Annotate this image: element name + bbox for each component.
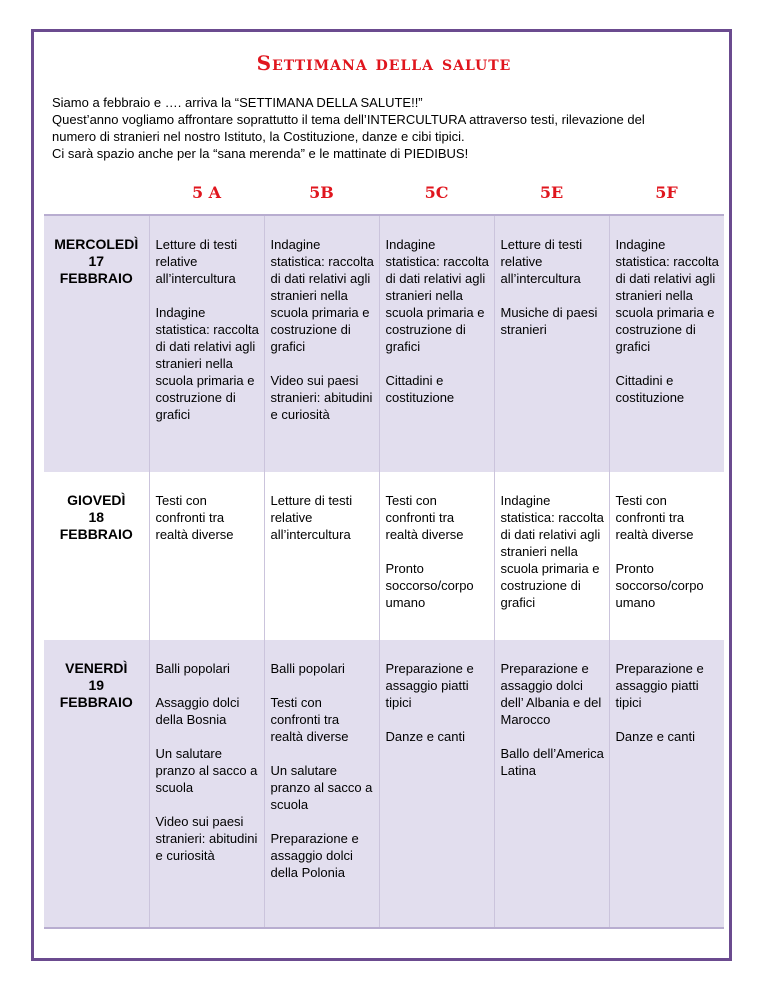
intro-line: numero di stranieri nel nostro Istituto, la Costituzione, danze e cibi tipici. bbox=[52, 129, 465, 144]
column-header: 5C bbox=[379, 170, 494, 215]
activity-cell bbox=[149, 640, 264, 928]
day-row bbox=[44, 215, 724, 472]
activity-cell bbox=[379, 472, 494, 640]
activity-item: Preparazione e assaggio dolci della Polonia bbox=[270, 831, 359, 880]
column-header: 5B bbox=[264, 170, 379, 215]
activity-cell bbox=[379, 640, 494, 928]
activity-cell bbox=[494, 215, 609, 472]
activity-cell bbox=[149, 472, 264, 640]
corner-cell bbox=[44, 170, 149, 215]
activity-item: Cittadini e costituzione bbox=[385, 373, 455, 405]
activity-item: Video sui paesi stranieri: abitudini e curiosità bbox=[155, 814, 258, 863]
column-header: 5F bbox=[609, 170, 724, 215]
activity-item: Video sui paesi stranieri: abitudini e curiosità bbox=[270, 373, 373, 422]
day-row bbox=[44, 472, 724, 640]
activity-item: Cittadini e costituzione bbox=[615, 373, 685, 405]
day-label-line: MERCOLEDÌ bbox=[54, 236, 139, 252]
intro-line: Ci sarà spazio anche per la “sana merenda” e le mattinate di PIEDIBUS! bbox=[52, 146, 469, 161]
activity-item: Un salutare pranzo al sacco a scuola bbox=[155, 746, 258, 795]
day-label-line: GIOVEDÌ bbox=[67, 492, 126, 508]
day-label-line: 18 bbox=[88, 509, 105, 525]
page-title: Settimana della salute bbox=[256, 51, 512, 75]
activity-item: Pronto soccorso/corpo umano bbox=[385, 561, 474, 610]
activity-cell bbox=[264, 472, 379, 640]
header-row bbox=[44, 170, 724, 215]
day-label-line: 19 bbox=[88, 677, 105, 693]
activity-item: Musiche di paesi stranieri bbox=[500, 305, 598, 337]
activity-item: Indagine statistica: raccolta di dati relativi agli stranieri nella scuola primaria e costruzione di grafici bbox=[385, 237, 489, 354]
day-row bbox=[44, 640, 724, 928]
intro-line: Quest’anno vogliamo affrontare soprattutto il tema dell’INTERCULTURA attraverso testi, rilevazione del bbox=[52, 112, 645, 127]
activity-cell bbox=[149, 215, 264, 472]
activity-cell bbox=[609, 640, 724, 928]
activity-item: Letture di testi relative all’intercultura bbox=[155, 237, 238, 286]
activity-cell bbox=[609, 472, 724, 640]
day-label-line: FEBBRAIO bbox=[59, 270, 133, 286]
day-label bbox=[44, 472, 149, 640]
intro-text bbox=[52, 94, 722, 162]
activity-item: Letture di testi relative all’intercultura bbox=[270, 493, 353, 542]
activity-item: Indagine statistica: raccolta di dati relativi agli stranieri nella scuola primaria e costruzione di grafici bbox=[500, 493, 604, 610]
activity-item: Indagine statistica: raccolta di dati relativi agli stranieri nella scuola primaria e costruzione di grafici bbox=[270, 237, 374, 354]
schedule-table bbox=[44, 170, 724, 929]
activity-cell bbox=[379, 215, 494, 472]
activity-item: Ballo dell’America Latina bbox=[500, 746, 604, 778]
activity-item: Testi con confronti tra realtà diverse bbox=[615, 493, 694, 542]
activity-item: Testi con confronti tra realtà diverse bbox=[270, 695, 349, 744]
intro-line: Siamo a febbraio e …. arriva la “SETTIMANA DELLA SALUTE!!” bbox=[52, 95, 423, 110]
activity-item: Testi con confronti tra realtà diverse bbox=[155, 493, 234, 542]
day-label-line: FEBBRAIO bbox=[59, 526, 133, 542]
activity-item: Letture di testi relative all’intercultura bbox=[500, 237, 583, 286]
activity-cell bbox=[609, 215, 724, 472]
day-label bbox=[44, 640, 149, 928]
activity-item: Un salutare pranzo al sacco a scuola bbox=[270, 763, 373, 812]
activity-item: Danze e canti bbox=[385, 729, 465, 744]
column-header: 5 A bbox=[149, 170, 264, 215]
activity-item: Danze e canti bbox=[615, 729, 695, 744]
day-label-line: FEBBRAIO bbox=[59, 694, 133, 710]
activity-cell bbox=[264, 215, 379, 472]
activity-item: Preparazione e assaggio piatti tipici bbox=[385, 661, 474, 710]
activity-cell bbox=[494, 640, 609, 928]
activity-item: Balli popolari bbox=[270, 661, 345, 676]
activity-item: Testi con confronti tra realtà diverse bbox=[385, 493, 464, 542]
activity-item: Assaggio dolci della Bosnia bbox=[155, 695, 240, 727]
activity-cell bbox=[494, 472, 609, 640]
activity-item: Indagine statistica: raccolta di dati relativi agli stranieri nella scuola primaria e costruzione di grafici bbox=[155, 305, 259, 422]
day-label bbox=[44, 215, 149, 472]
day-label-line: VENERDÌ bbox=[65, 660, 128, 676]
activity-item: Balli popolari bbox=[155, 661, 230, 676]
activity-item: Pronto soccorso/corpo umano bbox=[615, 561, 704, 610]
activity-item: Preparazione e assaggio piatti tipici bbox=[615, 661, 704, 710]
day-label-line: 17 bbox=[88, 253, 105, 269]
column-header: 5E bbox=[494, 170, 609, 215]
activity-item: Preparazione e assaggio dolci dell’ Albania e del Marocco bbox=[500, 661, 602, 727]
activity-cell bbox=[264, 640, 379, 928]
activity-item: Indagine statistica: raccolta di dati relativi agli stranieri nella scuola primaria e costruzione di grafici bbox=[615, 237, 719, 354]
